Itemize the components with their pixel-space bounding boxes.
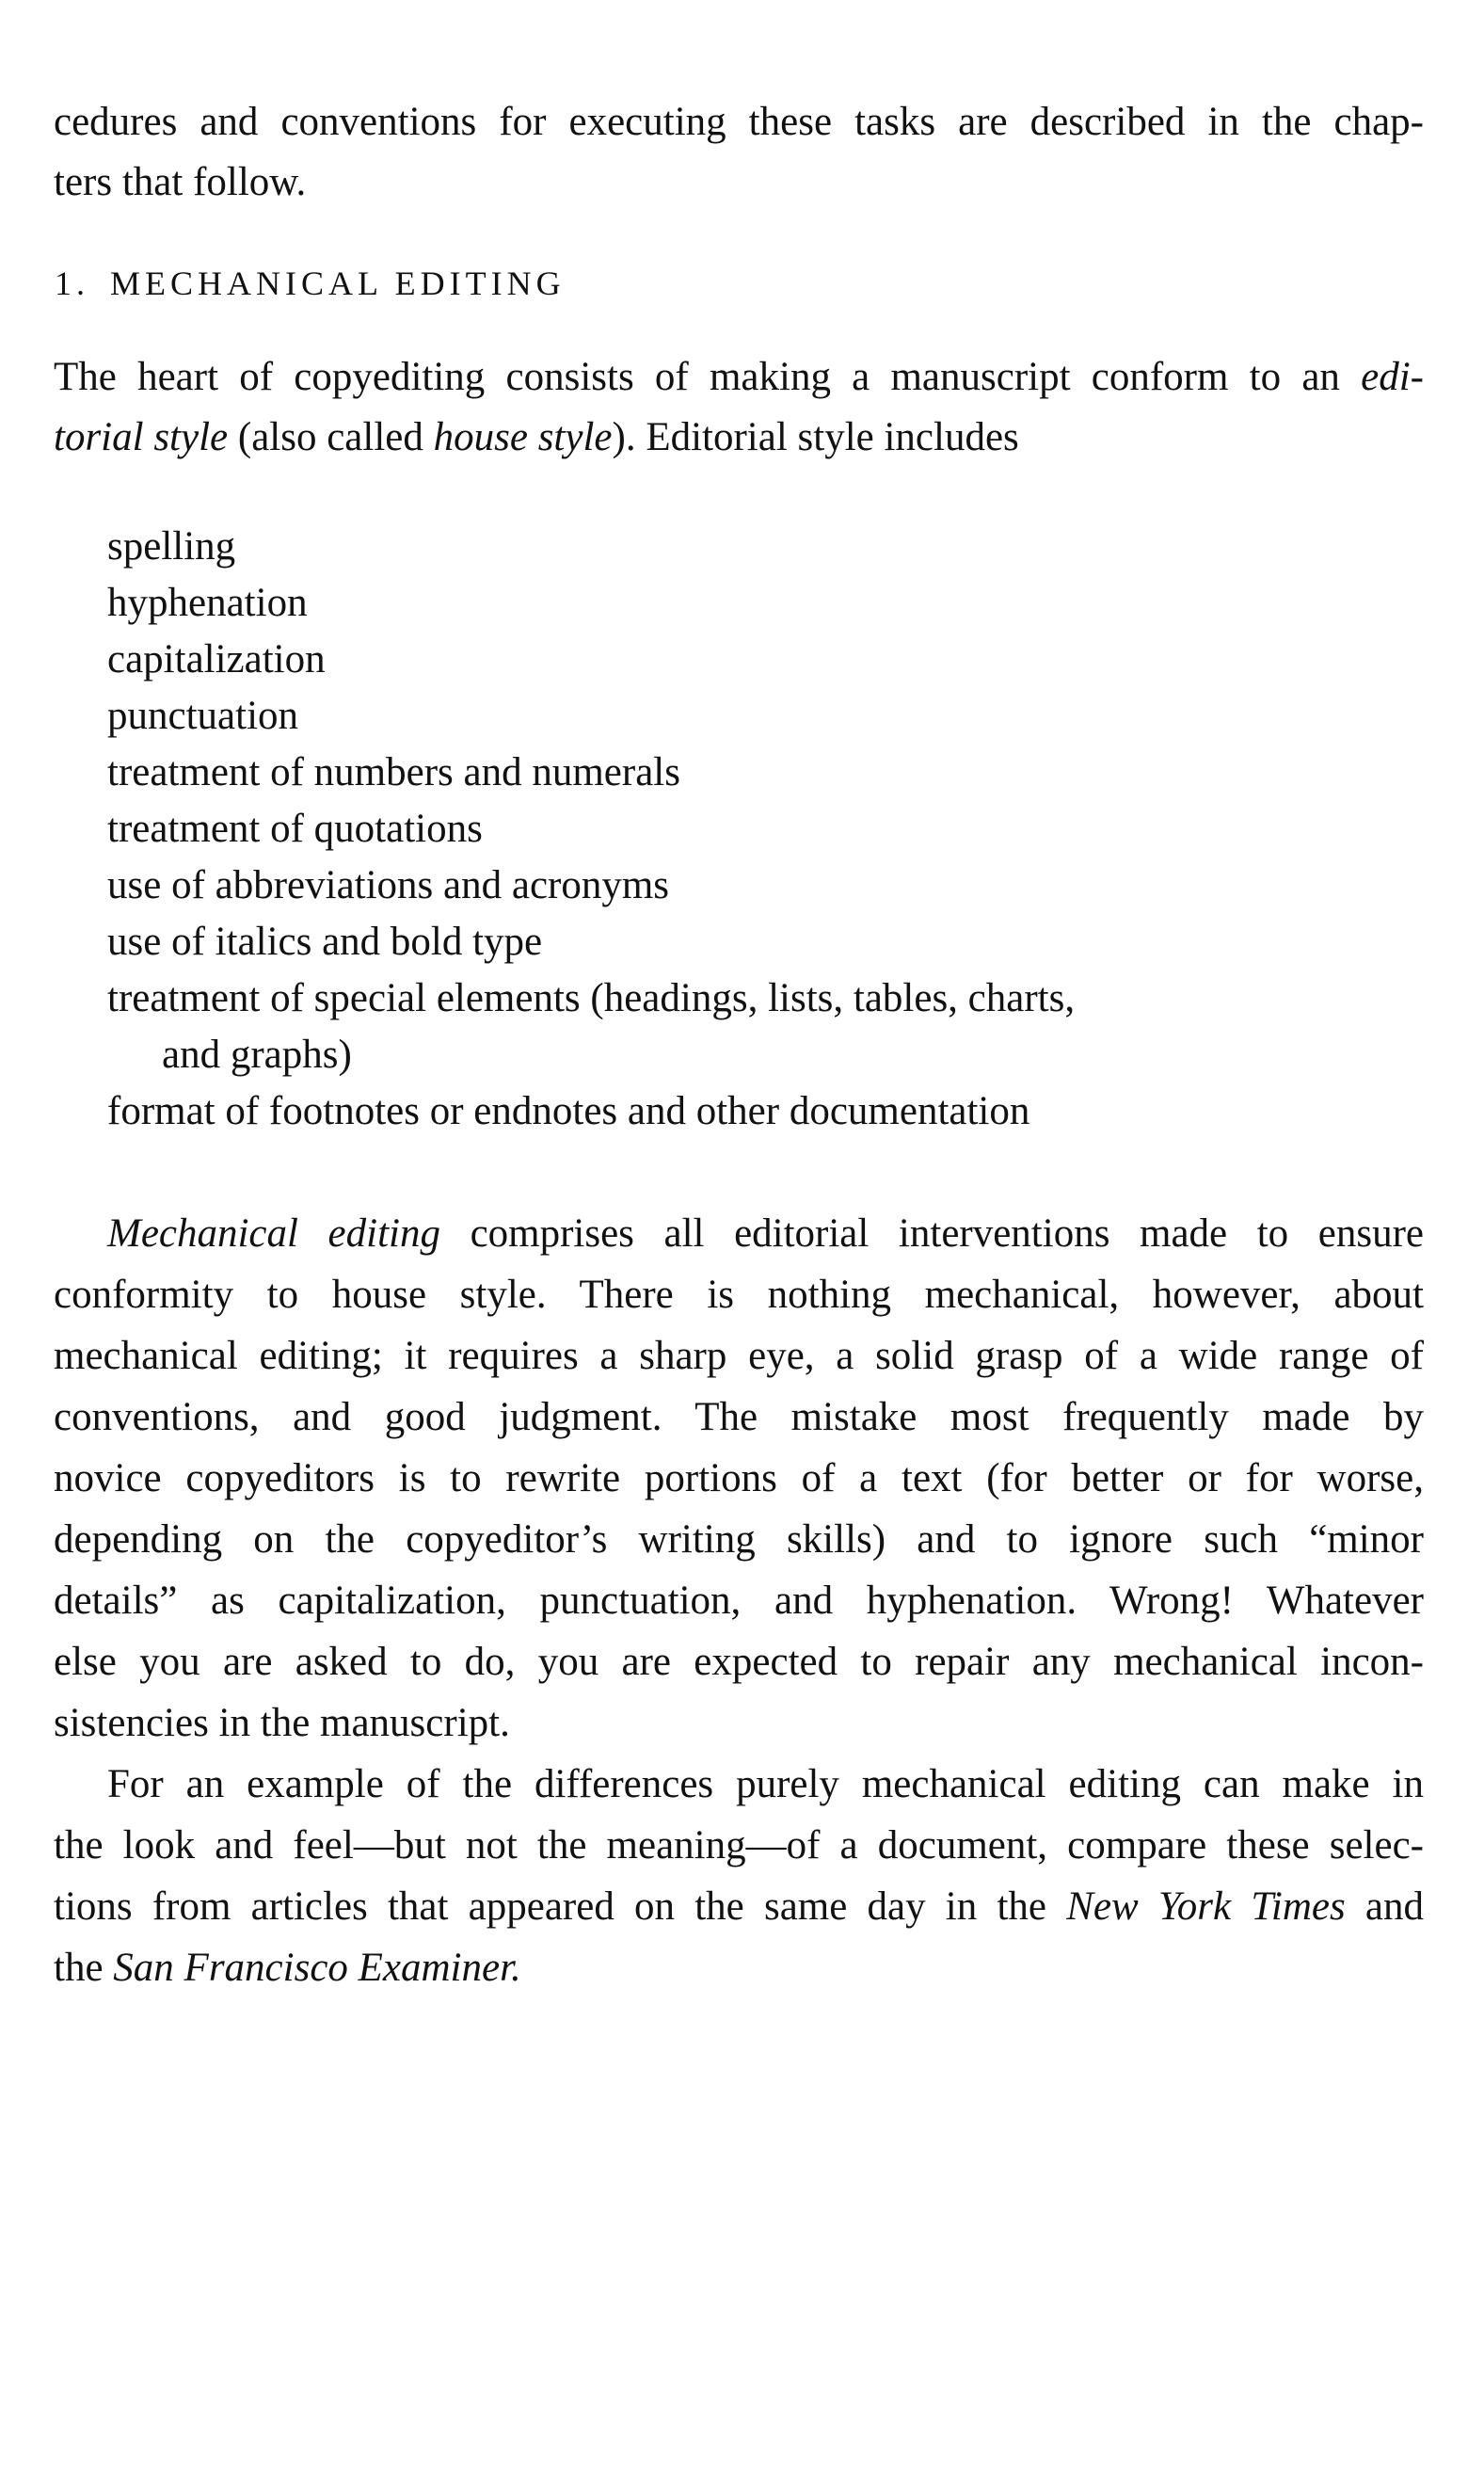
text-span: the look and feel—but not the meaning—of a document, compare these selec-: [54, 1823, 1424, 1868]
text-span: cedures and conventions for executing these tasks are described in the chap-: [54, 100, 1424, 144]
text-span: tions from articles that appeared on the same day in the: [54, 1884, 1067, 1929]
text-line: [54, 1275, 1424, 1315]
text-span: ). Editorial style includes: [612, 415, 1019, 459]
section-title: MECHANICAL EDITING: [110, 265, 566, 302]
text-line: [54, 357, 1424, 397]
text-span: the: [54, 1946, 114, 1990]
text-line: [54, 1703, 1424, 1743]
text-line: [54, 1948, 1424, 1988]
section-heading: [55, 266, 566, 300]
list-item: use of abbreviations and acronyms: [107, 863, 670, 907]
text-span: novice copyeditors is to rewrite portions of a text (for better or for worse,: [54, 1456, 1424, 1500]
text-line: [54, 417, 1424, 457]
list-item-continuation: and graphs): [162, 1033, 352, 1077]
text-line: [54, 1397, 1424, 1437]
text-line: [54, 1580, 1424, 1621]
section-number: 1.: [55, 265, 89, 302]
list-item: treatment of numbers and numerals: [107, 750, 680, 794]
text-span: (also called: [228, 415, 434, 459]
text-line: [54, 102, 1424, 142]
text-span: depending on the copyeditor’s writing skills) and to ignore such “minor: [54, 1517, 1424, 1562]
list-item: treatment of special elements (headings, lists, tables, charts,: [107, 976, 1076, 1020]
list-item: use of italics and bold type: [107, 920, 543, 964]
italic-text: Mechanical editing: [107, 1211, 440, 1256]
text-span: The heart of copyediting consists of making a manuscript conform to an: [54, 355, 1362, 399]
text-line: [54, 1642, 1424, 1682]
list-item: capitalization: [107, 637, 326, 681]
italic-text: edi-: [1361, 355, 1424, 399]
list-item: treatment of quotations: [107, 807, 483, 851]
text-line: [107, 1764, 1424, 1804]
list-item: punctuation: [107, 694, 299, 738]
italic-text: San Francisco Examiner.: [113, 1946, 521, 1990]
text-span: conventions, and good judgment. The mistake most frequently made by: [54, 1395, 1424, 1439]
text-line: [54, 1336, 1424, 1376]
list-item: format of footnotes or endnotes and other documentation: [107, 1089, 1030, 1133]
text-span: For an example of the differences purely mechanical editing can make in: [107, 1762, 1424, 1806]
text-span: conformity to house style. There is nothing mechanical, however, about: [54, 1273, 1424, 1317]
text-span: else you are asked to do, you are expected to repair any mechanical incon-: [54, 1640, 1424, 1684]
text-span: comprises all editorial interventions made to ensure: [439, 1211, 1424, 1256]
text-line: [54, 1886, 1424, 1927]
list-item: hyphenation: [107, 581, 308, 625]
text-line: [54, 162, 1424, 202]
text-line: [54, 1458, 1424, 1499]
text-line: [54, 1519, 1424, 1560]
italic-text: house style: [433, 415, 613, 459]
text-span: and: [1345, 1884, 1424, 1929]
italic-text: torial style: [54, 415, 229, 459]
text-span: ters that follow.: [54, 160, 307, 204]
text-span: sistencies in the manuscript.: [54, 1701, 510, 1745]
text-line: [54, 1825, 1424, 1866]
text-span: mechanical editing; it requires a sharp eye, a solid grasp of a wide range of: [54, 1334, 1424, 1378]
italic-text: New York Times: [1066, 1884, 1346, 1929]
list-item: spelling: [107, 524, 236, 569]
text-line: [107, 1213, 1424, 1254]
text-span: details” as capitalization, punctuation, and hyphenation. Wrong! Whatever: [54, 1579, 1424, 1623]
